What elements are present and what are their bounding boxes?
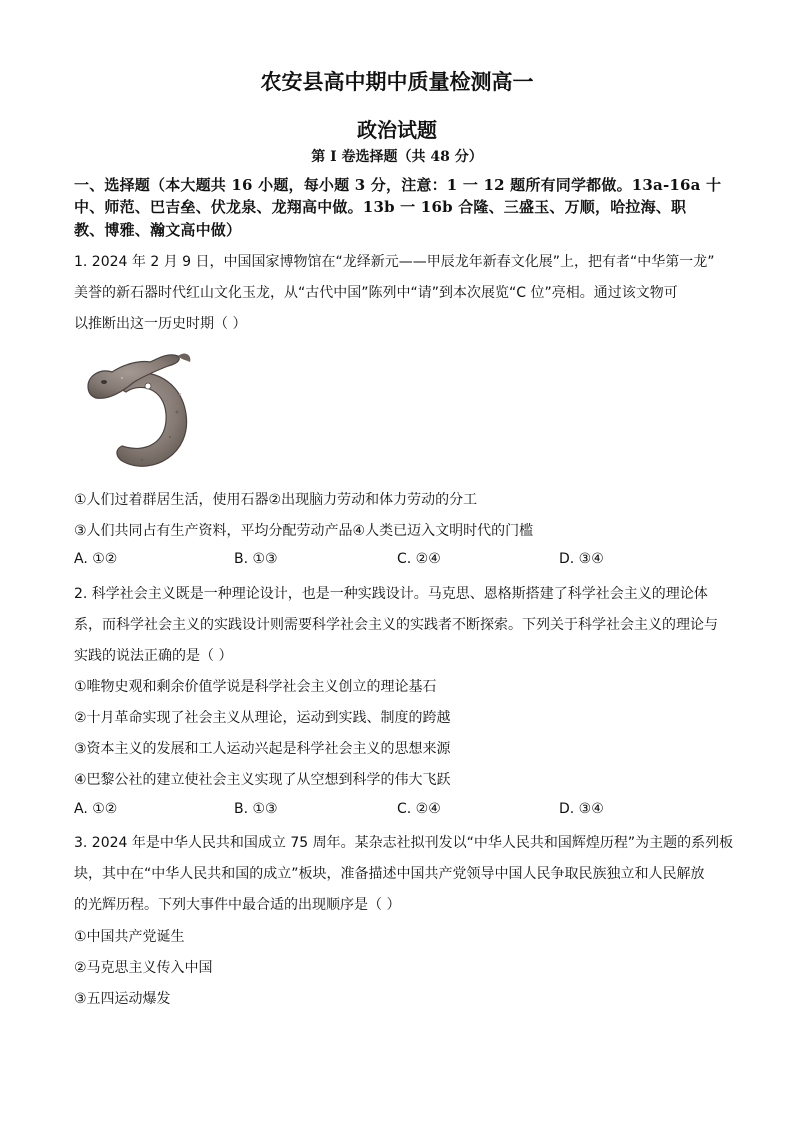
section-heading: 第 I 卷选择题（共 48 分） <box>311 149 483 165</box>
option-a: A. ①② <box>74 801 118 817</box>
question-2-statement: ④巴黎公社的建立使社会主义实现了从空想到科学的伟大飞跃 <box>74 772 451 788</box>
question-1-stem: 美誉的新石器时代红山文化玉龙，从“古代中国”陈列中“请”到本次展览“C 位”亮相。通过该文物可 <box>74 285 678 301</box>
option-c: C. ②④ <box>397 551 441 567</box>
question-3-stem: 的光辉历程。下列大事件中最合适的出现顺序是（ ） <box>74 897 401 913</box>
subject-title: 政治试题 <box>357 118 437 142</box>
question-2-statement: ①唯物史观和剩余价值学说是科学社会主义创立的理论基石 <box>74 679 437 695</box>
question-3-stem: 3. 2024 年是中华人民共和国成立 75 周年。某杂志社拟刊发以“中华人民共和国辉煌历程”为主题的系列板 <box>74 835 734 851</box>
option-d: D. ③④ <box>559 801 604 817</box>
question-3-stem: 块，其中在“中华人民共和国的成立”板块，准备描述中国共产党领导中国人民争取民族独立和人民解放 <box>74 866 705 882</box>
question-2-stem: 2. 科学社会主义既是一种理论设计，也是一种实践设计。马克思、恩格斯搭建了科学社会主义的理论体 <box>74 586 708 602</box>
question-2-options <box>74 801 734 821</box>
question-2-statement: ③资本主义的发展和工人运动兴起是科学社会主义的思想来源 <box>74 741 451 757</box>
question-1-stem: 以推断出这一历史时期（ ） <box>74 316 247 332</box>
option-c: C. ②④ <box>397 801 441 817</box>
instructions-line: 一、选择题（本大题共 16 小题，每小题 3 分，注意：1 一 12 题所有同学都做。13a-16a 十 <box>74 176 722 194</box>
option-d: D. ③④ <box>559 551 604 567</box>
question-1-stem: 1. 2024 年 2 月 9 日，中国国家博物馆在“龙绎新元——甲辰龙年新春文化展”上，把有者“中华第一龙” <box>74 254 715 270</box>
question-1-statements: ③人们共同占有生产资料，平均分配劳动产品④人类已迈入文明时代的门槛 <box>74 523 534 539</box>
instructions-line: 中、师范、巴吉垒、伏龙泉、龙翔高中做。13b 一 16b 合隆、三盛玉、万顺，哈拉海、职 <box>74 198 687 216</box>
option-a: A. ①② <box>74 551 118 567</box>
question-2-statement: ②十月革命实现了社会主义从理论，运动到实践、制度的跨越 <box>74 710 451 726</box>
instructions-line: 教、博雅、瀚文高中做） <box>74 221 242 239</box>
question-3-statement: ②马克思主义传入中国 <box>74 960 213 976</box>
option-b: B. ①③ <box>234 551 278 567</box>
exam-title: 农安县高中期中质量检测高一 <box>260 69 534 94</box>
option-b: B. ①③ <box>234 801 278 817</box>
question-2-stem: 实践的说法正确的是（ ） <box>74 648 233 664</box>
question-2-stem: 系，而科学社会主义的实践设计则需要科学社会主义的实践者不断探索。下列关于科学社会主义的理论与 <box>74 617 718 633</box>
question-3-statement: ①中国共产党诞生 <box>74 929 185 945</box>
question-1-options <box>74 551 734 571</box>
question-3-statement: ③五四运动爆发 <box>74 991 171 1007</box>
question-1-statements: ①人们过着群居生活，使用石器②出现脑力劳动和体力劳动的分工 <box>74 492 478 508</box>
jade-dragon-image <box>82 342 200 478</box>
